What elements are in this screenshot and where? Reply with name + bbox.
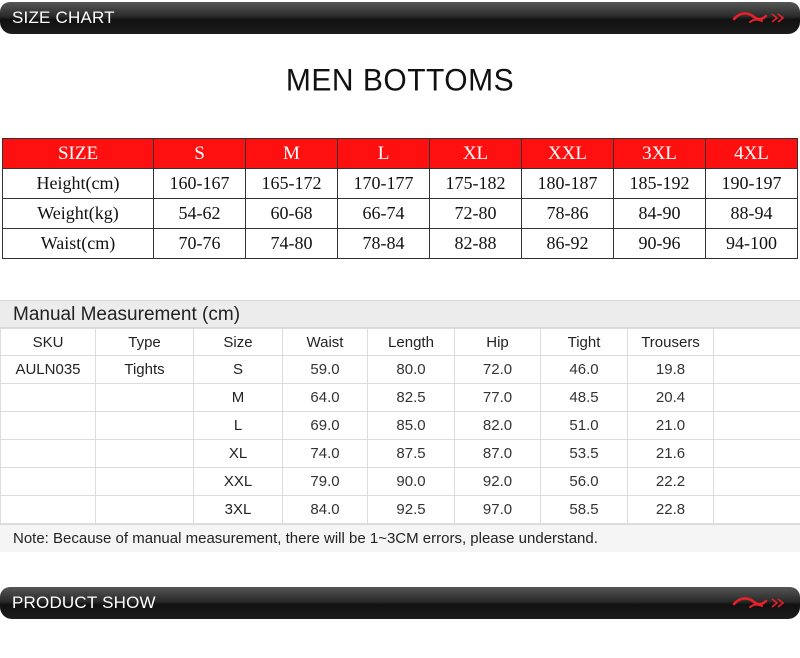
size-header-cell: 4XL (706, 139, 798, 169)
measurement-cell: 64.0 (283, 384, 368, 412)
size-table-row (3, 199, 798, 229)
measurement-cell (1, 496, 96, 524)
measurement-header-cell: Tight (541, 329, 628, 356)
size-header-label: SIZE (3, 139, 154, 169)
measurement-header-cell: Waist (283, 329, 368, 356)
measurement-cell: 79.0 (283, 468, 368, 496)
measurement-header-row (1, 329, 800, 356)
measurement-cell: XL (194, 440, 283, 468)
brand-logo-icon (732, 10, 788, 26)
measurement-cell: S (194, 356, 283, 384)
size-cell: 66-74 (338, 199, 430, 229)
measurement-cell: 85.0 (368, 412, 455, 440)
measurement-cell: 87.0 (455, 440, 541, 468)
measurement-cell: 58.5 (541, 496, 628, 524)
measurement-table (0, 328, 800, 524)
size-table-row (3, 229, 798, 259)
size-cell: 170-177 (338, 169, 430, 199)
size-cell: 160-167 (154, 169, 246, 199)
size-cell: 190-197 (706, 169, 798, 199)
measurement-cell: 92.0 (455, 468, 541, 496)
measurement-cell: 21.0 (628, 412, 714, 440)
measurement-cell: Tights (96, 356, 194, 384)
measurement-cell: 80.0 (368, 356, 455, 384)
measurement-cell: AULN035 (1, 356, 96, 384)
measurement-cell: 3XL (194, 496, 283, 524)
measurement-cell (714, 440, 800, 468)
measurement-header-cell: Hip (455, 329, 541, 356)
size-cell: 72-80 (430, 199, 522, 229)
measurement-cell (1, 412, 96, 440)
measurement-cell: 77.0 (455, 384, 541, 412)
measurement-cell (714, 356, 800, 384)
size-header-cell: XL (430, 139, 522, 169)
size-cell: 74-80 (246, 229, 338, 259)
measurement-note: Note: Because of manual measurement, there will be 1~3CM errors, please understand. (0, 524, 800, 552)
measurement-cell: 82.0 (455, 412, 541, 440)
size-cell: 165-172 (246, 169, 338, 199)
measurement-cell (96, 468, 194, 496)
measurement-cell (1, 468, 96, 496)
size-cell: 78-86 (522, 199, 614, 229)
product-show-banner (0, 587, 800, 619)
size-cell: 185-192 (614, 169, 706, 199)
measurement-cell: 46.0 (541, 356, 628, 384)
measurement-cell: 90.0 (368, 468, 455, 496)
size-cell: 60-68 (246, 199, 338, 229)
size-header-cell: S (154, 139, 246, 169)
size-cell: 70-76 (154, 229, 246, 259)
measurement-cell (714, 468, 800, 496)
measurement-cell: 21.6 (628, 440, 714, 468)
size-header-cell: 3XL (614, 139, 706, 169)
size-cell: 94-100 (706, 229, 798, 259)
size-chart-banner (0, 2, 800, 34)
measurement-cell: XXL (194, 468, 283, 496)
measurement-cell: 22.2 (628, 468, 714, 496)
measurement-cell (714, 384, 800, 412)
size-cell: 180-187 (522, 169, 614, 199)
measurement-cell: 97.0 (455, 496, 541, 524)
measurement-cell: 74.0 (283, 440, 368, 468)
size-cell: 82-88 (430, 229, 522, 259)
size-cell: 86-92 (522, 229, 614, 259)
measurement-cell: 59.0 (283, 356, 368, 384)
measurement-cell: 87.5 (368, 440, 455, 468)
measurement-cell: M (194, 384, 283, 412)
measurement-header-cell: Length (368, 329, 455, 356)
measurement-cell: 84.0 (283, 496, 368, 524)
measurement-row (1, 440, 800, 468)
measurement-cell: 48.5 (541, 384, 628, 412)
measurement-cell (714, 412, 800, 440)
size-row-label: Height(cm) (3, 169, 154, 199)
manual-measurement-panel (0, 300, 800, 552)
size-row-label: Waist(cm) (3, 229, 154, 259)
measurement-row (1, 468, 800, 496)
measurement-cell: 22.8 (628, 496, 714, 524)
measurement-row (1, 384, 800, 412)
size-chart-banner-title: SIZE CHART (12, 8, 115, 27)
size-row-label: Weight(kg) (3, 199, 154, 229)
measurement-cell: 19.8 (628, 356, 714, 384)
size-cell: 84-90 (614, 199, 706, 229)
measurement-cell (1, 384, 96, 412)
measurement-cell: 72.0 (455, 356, 541, 384)
measurement-cell (714, 496, 800, 524)
size-header-cell: XXL (522, 139, 614, 169)
measurement-cell: 20.4 (628, 384, 714, 412)
size-cell: 78-84 (338, 229, 430, 259)
measurement-header-cell: Trousers (628, 329, 714, 356)
page-title: MEN BOTTOMS (285, 63, 515, 98)
size-cell: 175-182 (430, 169, 522, 199)
measurement-cell: 69.0 (283, 412, 368, 440)
measurement-header-cell: Type (96, 329, 194, 356)
measurement-cell: 51.0 (541, 412, 628, 440)
brand-logo-icon (732, 595, 788, 611)
measurement-cell: 92.5 (368, 496, 455, 524)
size-cell: 88-94 (706, 199, 798, 229)
measurement-header-cell: SKU (1, 329, 96, 356)
measurement-row (1, 412, 800, 440)
measurement-header-cell (714, 329, 800, 356)
size-table-row (3, 169, 798, 199)
measurement-cell (1, 440, 96, 468)
measurement-cell: 82.5 (368, 384, 455, 412)
measurement-row (1, 356, 800, 384)
size-table-header-row (3, 139, 798, 169)
size-header-cell: L (338, 139, 430, 169)
product-show-banner-title: PRODUCT SHOW (12, 593, 156, 612)
size-table (2, 138, 798, 259)
measurement-row (1, 496, 800, 524)
measurement-header-cell: Size (194, 329, 283, 356)
measurement-cell (96, 412, 194, 440)
measurement-cell (96, 384, 194, 412)
measurement-cell: 53.5 (541, 440, 628, 468)
measurement-cell (96, 496, 194, 524)
size-cell: 90-96 (614, 229, 706, 259)
measurement-cell (96, 440, 194, 468)
measurement-title: Manual Measurement (cm) (0, 300, 800, 328)
measurement-cell: 56.0 (541, 468, 628, 496)
measurement-cell: L (194, 412, 283, 440)
size-header-cell: M (246, 139, 338, 169)
size-cell: 54-62 (154, 199, 246, 229)
